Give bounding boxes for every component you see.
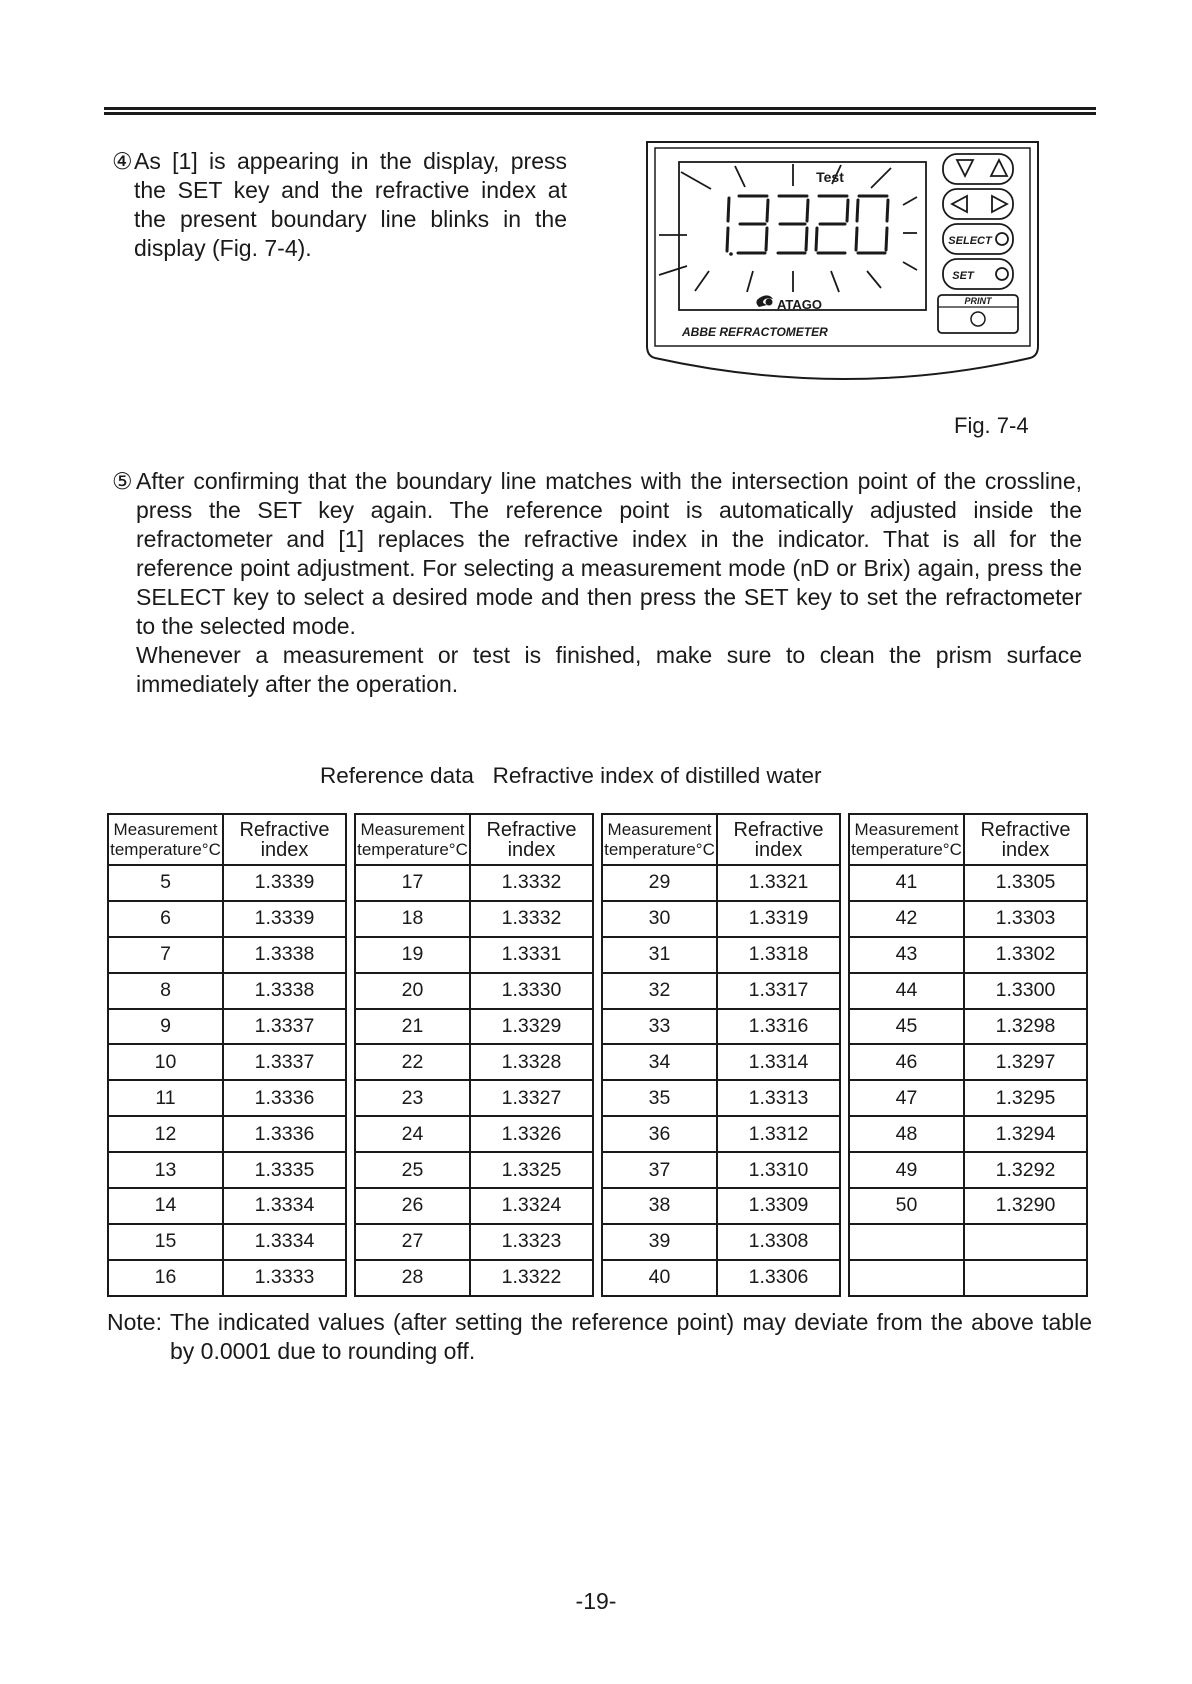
table-row	[602, 1080, 840, 1116]
refractive-index-cell: 1.3336	[223, 1116, 346, 1152]
temperature-cell: 27	[355, 1224, 470, 1260]
refractive-index-cell: 1.3310	[717, 1152, 840, 1188]
header-text: Measurement	[854, 819, 959, 839]
header-text: Measurement	[113, 819, 218, 839]
temperature-cell: 29	[602, 865, 717, 901]
temperature-cell: 10	[108, 1044, 223, 1080]
table-row	[849, 1152, 1087, 1188]
select-key-label: SELECT	[948, 235, 992, 247]
table-row	[108, 1224, 346, 1260]
temperature-cell: 23	[355, 1080, 470, 1116]
refractive-index-cell: 1.3316	[717, 1009, 840, 1045]
print-key-label: PRINT	[964, 296, 992, 306]
refractive-index-cell: 1.3327	[470, 1080, 593, 1116]
refractive-index-cell: 1.3325	[470, 1152, 593, 1188]
up-arrow-icon	[991, 160, 1007, 176]
temperature-cell: 39	[602, 1224, 717, 1260]
table-row	[355, 1260, 593, 1296]
reference-table	[848, 813, 1088, 1297]
table-row	[355, 937, 593, 973]
temperature-cell: 15	[108, 1224, 223, 1260]
refractive-index-cell	[964, 1260, 1087, 1296]
table-row	[602, 901, 840, 937]
temperature-cell: 5	[108, 865, 223, 901]
reference-table	[354, 813, 594, 1297]
temperature-cell: 40	[602, 1260, 717, 1296]
refractive-index-cell: 1.3333	[223, 1260, 346, 1296]
temperature-cell: 38	[602, 1188, 717, 1224]
header-text: index	[754, 838, 803, 861]
temperature-column-header	[108, 814, 223, 865]
step-5-cleaning-text: Whenever a measurement or test is finished, make sure to clean the prism surface immediately after the operation.	[136, 642, 1082, 697]
reference-table	[601, 813, 841, 1297]
table-row	[602, 1224, 840, 1260]
table-row	[849, 973, 1087, 1009]
step-4-text: As [1] is appearing in the display, press the SET key and the refractive index at the present boundary line blinks in the display (Fig. 7-4).	[134, 148, 567, 261]
temperature-cell: 12	[108, 1116, 223, 1152]
refractive-index-cell: 1.3297	[964, 1044, 1087, 1080]
temperature-cell: 9	[108, 1009, 223, 1045]
refractive-index-cell: 1.3328	[470, 1044, 593, 1080]
print-key-led	[971, 312, 985, 326]
refractive-index-cell: 1.3290	[964, 1188, 1087, 1224]
table-row	[849, 901, 1087, 937]
header-text: Refractive	[486, 818, 577, 841]
table-header-row	[602, 814, 840, 865]
table-row	[602, 937, 840, 973]
temperature-cell: 26	[355, 1188, 470, 1224]
rounding-note	[107, 1308, 1092, 1366]
table-row	[602, 865, 840, 901]
blink-rays	[659, 164, 917, 292]
table-header-row	[108, 814, 346, 865]
table-row	[355, 1224, 593, 1260]
table-row	[849, 1188, 1087, 1224]
refractive-index-cell: 1.3292	[964, 1152, 1087, 1188]
refractive-index-cell: 1.3332	[470, 865, 593, 901]
temperature-cell: 50	[849, 1188, 964, 1224]
refractive-index-cell: 1.3323	[470, 1224, 593, 1260]
table-row	[355, 901, 593, 937]
refractive-index-cell: 1.3338	[223, 973, 346, 1009]
temperature-cell: 16	[108, 1260, 223, 1296]
table-row	[355, 865, 593, 901]
refractive-index-cell: 1.3326	[470, 1116, 593, 1152]
temperature-cell: 20	[355, 973, 470, 1009]
refractive-index-cell: 1.3298	[964, 1009, 1087, 1045]
refractive-index-cell: 1.3338	[223, 937, 346, 973]
header-text: Refractive	[733, 818, 824, 841]
lcd-window	[679, 162, 926, 310]
temperature-cell: 36	[602, 1116, 717, 1152]
temperature-cell: 48	[849, 1116, 964, 1152]
table-row	[108, 973, 346, 1009]
temperature-cell: 8	[108, 973, 223, 1009]
header-text: index	[1001, 838, 1050, 861]
refractive-index-cell: 1.3314	[717, 1044, 840, 1080]
table-row	[849, 1044, 1087, 1080]
table-row	[108, 1152, 346, 1188]
temperature-cell: 37	[602, 1152, 717, 1188]
table-row	[355, 1152, 593, 1188]
table-row	[355, 973, 593, 1009]
refractive-index-cell: 1.3294	[964, 1116, 1087, 1152]
table-row	[602, 1188, 840, 1224]
set-key-led	[996, 268, 1008, 280]
temperature-cell	[849, 1224, 964, 1260]
refractive-index-cell: 1.3319	[717, 901, 840, 937]
table-row	[602, 1152, 840, 1188]
refractive-index-column-header	[470, 814, 593, 865]
down-arrow-icon	[957, 160, 973, 176]
table-row	[108, 1188, 346, 1224]
temperature-cell: 43	[849, 937, 964, 973]
refractive-index-cell: 1.3339	[223, 901, 346, 937]
header-text: temperature°C	[604, 839, 715, 859]
display-mode-indicator: Test	[816, 169, 844, 185]
table-row	[602, 1044, 840, 1080]
temperature-cell: 13	[108, 1152, 223, 1188]
temperature-cell: 47	[849, 1080, 964, 1116]
table-row	[108, 901, 346, 937]
table-row	[849, 1260, 1087, 1296]
temperature-cell: 33	[602, 1009, 717, 1045]
temperature-cell: 11	[108, 1080, 223, 1116]
refractive-index-cell: 1.3337	[223, 1044, 346, 1080]
step-5-text: After confirming that the boundary line matches with the intersection point of the crossline, press the SET key again. The reference point is automatically adjusted inside the refractometer and [1] replaces the refractive index in the indicator. That is all for the reference point adjustment. For selecting a measurement mode (nD or Brix) again, press the SELECT key to select a desired mode and then press the SET key to set the refractometer to the selected mode.	[136, 468, 1082, 639]
model-name: ABBE REFRACTOMETER	[682, 325, 828, 339]
temperature-column-header	[602, 814, 717, 865]
refractive-index-cell: 1.3317	[717, 973, 840, 1009]
header-text: index	[260, 838, 309, 861]
refractive-index-column-header	[964, 814, 1087, 865]
header-text: Measurement	[607, 819, 712, 839]
temperature-cell: 31	[602, 937, 717, 973]
set-key-label: SET	[952, 270, 974, 282]
reference-table	[107, 813, 347, 1297]
temperature-cell: 42	[849, 901, 964, 937]
step-4-marker: ④	[112, 148, 133, 174]
temperature-cell: 18	[355, 901, 470, 937]
left-arrow-icon	[952, 196, 967, 212]
brand-name: ATAGO	[777, 297, 823, 312]
header-text: Refractive	[980, 818, 1071, 841]
refractive-index-column-header	[717, 814, 840, 865]
temperature-cell: 17	[355, 865, 470, 901]
refractive-index-column-header	[223, 814, 346, 865]
reference-data-title: Reference data Refractive index of distilled water	[320, 763, 822, 788]
temperature-cell: 28	[355, 1260, 470, 1296]
refractive-index-cell: 1.3334	[223, 1188, 346, 1224]
right-arrow-icon	[992, 196, 1007, 212]
temperature-cell: 24	[355, 1116, 470, 1152]
top-rule	[104, 107, 1096, 115]
temperature-cell: 45	[849, 1009, 964, 1045]
refractive-index-cell: 1.3329	[470, 1009, 593, 1045]
temperature-column-header	[355, 814, 470, 865]
refractive-index-cell	[964, 1224, 1087, 1260]
temperature-cell: 6	[108, 901, 223, 937]
temperature-cell: 49	[849, 1152, 964, 1188]
temperature-cell: 14	[108, 1188, 223, 1224]
header-text: Measurement	[360, 819, 465, 839]
refractive-index-cell: 1.3305	[964, 865, 1087, 901]
table-row	[849, 1116, 1087, 1152]
temperature-cell: 22	[355, 1044, 470, 1080]
table-row	[849, 937, 1087, 973]
temperature-cell	[849, 1260, 964, 1296]
table-row	[849, 1009, 1087, 1045]
table-row	[108, 937, 346, 973]
header-text: index	[507, 838, 556, 861]
header-text: Refractive	[239, 818, 330, 841]
page-number: -19-	[575, 1588, 617, 1614]
table-row	[602, 1260, 840, 1296]
table-row	[602, 1009, 840, 1045]
table-row	[849, 1080, 1087, 1116]
step-5-marker: ⑤	[112, 468, 133, 494]
temperature-cell: 19	[355, 937, 470, 973]
seven-segment-display	[727, 196, 888, 256]
table-row	[108, 1044, 346, 1080]
refractive-index-cell: 1.3330	[470, 973, 593, 1009]
table-row	[108, 1260, 346, 1296]
refractive-index-cell: 1.3303	[964, 901, 1087, 937]
refractometer-panel-figure	[645, 138, 1045, 403]
refractive-index-cell: 1.3318	[717, 937, 840, 973]
table-row	[602, 973, 840, 1009]
table-header-row	[849, 814, 1087, 865]
refractive-index-cell: 1.3321	[717, 865, 840, 901]
temperature-column-header	[849, 814, 964, 865]
header-text: temperature°C	[110, 839, 221, 859]
table-row	[108, 1080, 346, 1116]
refractive-index-cell: 1.3308	[717, 1224, 840, 1260]
header-text: temperature°C	[357, 839, 468, 859]
figure-caption: Fig. 7-4	[954, 413, 1029, 438]
refractive-index-cell: 1.3295	[964, 1080, 1087, 1116]
temperature-cell: 7	[108, 937, 223, 973]
refractive-index-cell: 1.3313	[717, 1080, 840, 1116]
temperature-cell: 25	[355, 1152, 470, 1188]
table-header-row	[355, 814, 593, 865]
table-row	[355, 1009, 593, 1045]
atago-logo-icon	[756, 295, 773, 307]
refractive-index-cell: 1.3332	[470, 901, 593, 937]
refractive-index-cell: 1.3302	[964, 937, 1087, 973]
note-label: Note:	[107, 1309, 162, 1335]
temperature-cell: 21	[355, 1009, 470, 1045]
step-5-instruction	[112, 467, 1082, 699]
temperature-cell: 44	[849, 973, 964, 1009]
refractive-index-cell: 1.3339	[223, 865, 346, 901]
refractive-index-cell: 1.3337	[223, 1009, 346, 1045]
table-row	[355, 1080, 593, 1116]
refractometer-panel-drawing	[645, 138, 1045, 403]
table-row	[849, 1224, 1087, 1260]
table-row	[355, 1116, 593, 1152]
refractive-index-cell: 1.3312	[717, 1116, 840, 1152]
table-row	[602, 1116, 840, 1152]
refractive-index-cell: 1.3306	[717, 1260, 840, 1296]
refractive-index-cell: 1.3324	[470, 1188, 593, 1224]
table-row	[355, 1188, 593, 1224]
table-row	[849, 865, 1087, 901]
refractive-index-cell: 1.3322	[470, 1260, 593, 1296]
temperature-cell: 35	[602, 1080, 717, 1116]
refractive-index-cell: 1.3331	[470, 937, 593, 973]
refractive-index-cell: 1.3334	[223, 1224, 346, 1260]
table-row	[108, 865, 346, 901]
temperature-cell: 34	[602, 1044, 717, 1080]
table-row	[355, 1044, 593, 1080]
temperature-cell: 46	[849, 1044, 964, 1080]
temperature-cell: 30	[602, 901, 717, 937]
select-key-led	[996, 233, 1008, 245]
temperature-cell: 41	[849, 865, 964, 901]
refractive-index-cell: 1.3300	[964, 973, 1087, 1009]
temperature-cell: 32	[602, 973, 717, 1009]
reference-tables	[107, 813, 1092, 1295]
step-4-instruction	[112, 147, 567, 263]
refractive-index-cell: 1.3309	[717, 1188, 840, 1224]
refractive-index-cell: 1.3336	[223, 1080, 346, 1116]
refractive-index-cell: 1.3335	[223, 1152, 346, 1188]
header-text: temperature°C	[851, 839, 962, 859]
note-text: The indicated values (after setting the reference point) may deviate from the above table by 0.0001 due to rounding off.	[170, 1309, 1092, 1364]
table-row	[108, 1009, 346, 1045]
table-row	[108, 1116, 346, 1152]
